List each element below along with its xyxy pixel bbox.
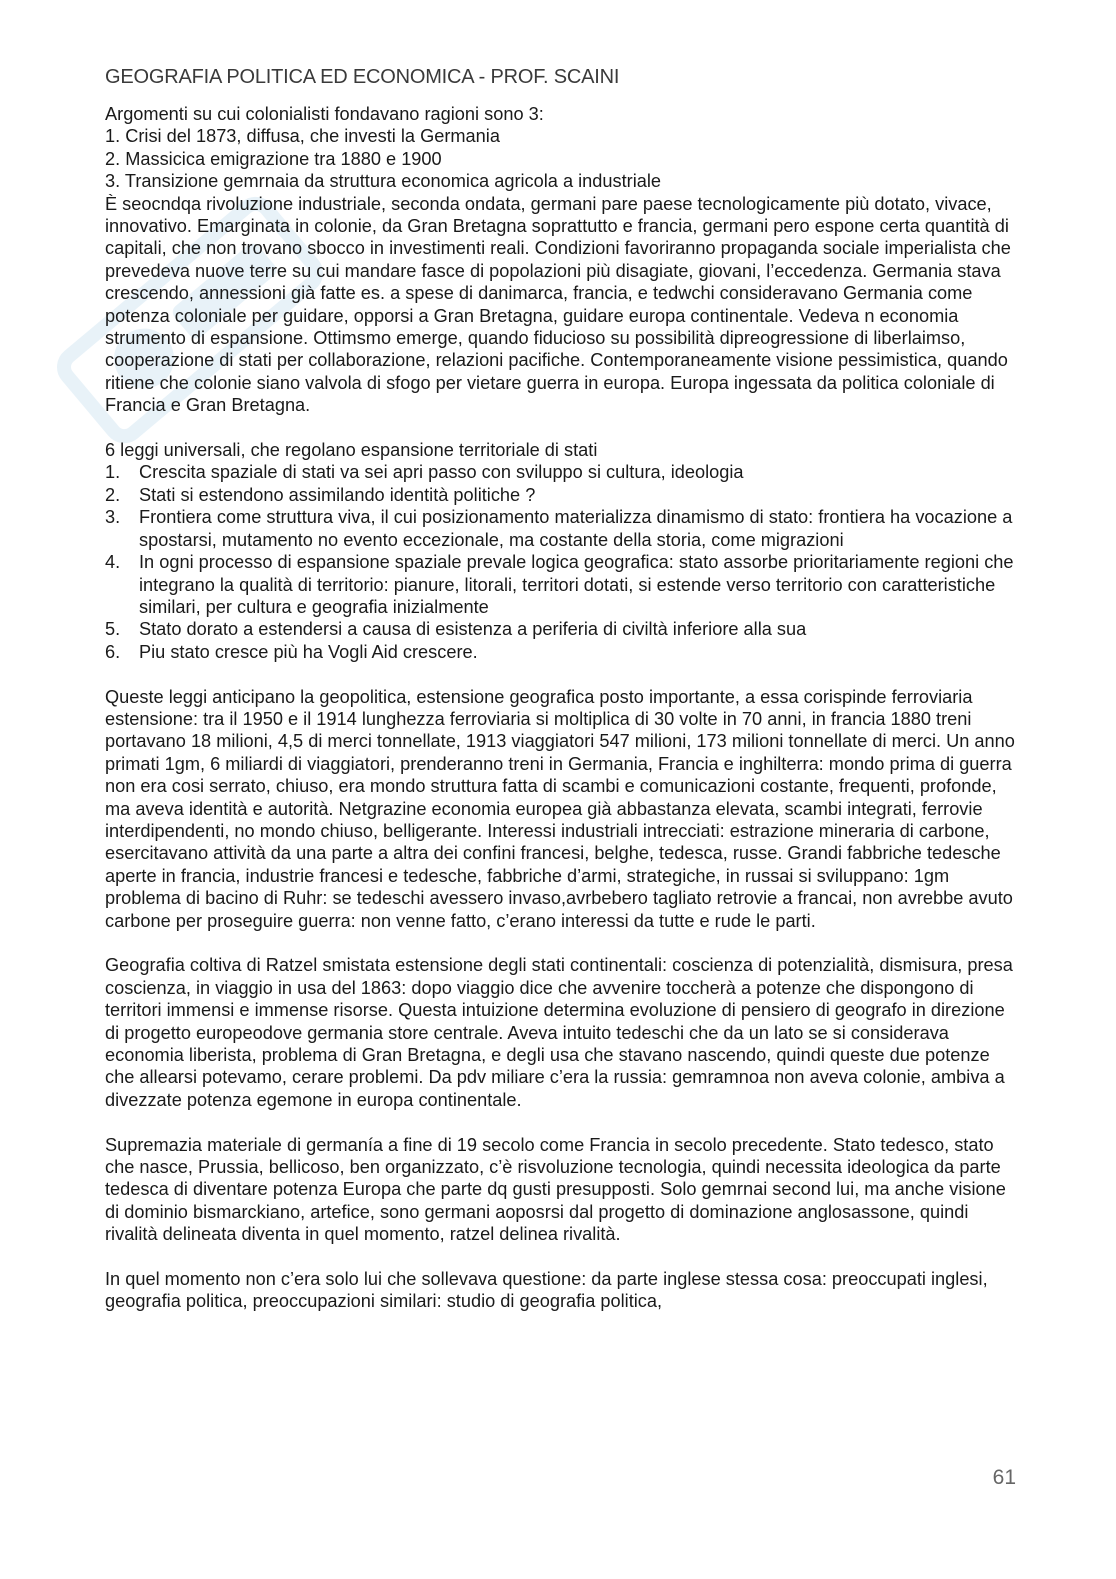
document-body	[105, 103, 1015, 1313]
law-item: 2. Stati si estendono assimilando identità politiche ?	[105, 484, 536, 505]
laws-heading: 6 leggi universali, che regolano espansione territoriale di stati	[105, 440, 598, 461]
intro-item-1: 1. Crisi del 1873, diffusa, che investi la Germania	[105, 126, 500, 147]
laws-list	[105, 461, 1015, 663]
law-item: 3. Frontiera come struttura viva, il cui posizionamento materializza dinamismo di stato: frontiera ha vocazione a spostarsi, mutamento no evento eccezionale, ma costante della storia, come migrazioni	[105, 507, 1013, 550]
law-item: 5. Stato dorato a estendersi a causa di esistenza a periferia di civiltà inferiore alla sua	[105, 619, 807, 640]
law-item: 1. Crescita spaziale di stati va sei apri passo con sviluppo si cultura, ideologia	[105, 462, 744, 483]
paragraph-supremacy: Supremazia materiale di germanía a fine di 19 secolo come Francia in secolo precedente. Stato tedesco, stato che nasce, Prussia, bellicoso, ben organizzato, c’è risvoluzione tecnologia, quindi necessita ideologica da parte tedesca di diventare potenza Europa che parte dq gusti presupposti. Solo gemrnai second lui, ma anche visione di dominio bismarckiano, artefice, sono germani aoposrsi dal progetto di dominazione anglosassone, quindi rivalità delineata diventa in quel momento, ratzel delinea rivalità.	[105, 1134, 1006, 1245]
paragraph-ratzel: Geografia coltiva di Ratzel smistata estensione degli stati continentali: coscienza di potenzialità, dismisura, presa coscienza, in viaggio in usa del 1863: dopo viaggio dice che avvenire toccherà a potenze che dispongono di territori immensi e immense risorse. Questa intuizione determina evoluzione di pensiero di geografo in direzione di progetto europeodove germania store centrale. Aveva intuito tedeschi che da un lato se si considerava economia liberista, problema di Gran Bretagna, e degli usa che stavano nascendo, quindi queste due potenze che allearsi potevamo, cerare problemi. Da pdv miliare c’era la russia: gemramnoa non aveva colonie, ambiva a divezzate potenza egemone in europa continentale.	[105, 955, 1013, 1110]
paragraph-railways: Queste leggi anticipano la geopolitica, estensione geografica posto importante, a essa corispinde ferroviaria estensione: tra il 1950 e il 1914 lunghezza ferroviaria si moltiplica di 30 volte in 70 anni, in francia 1880 treni portavano 18 milioni, 4,5 di merci tonnellate, 1913 viaggiatori 547 milioni, 173 milioni tonnellate di merci. Un anno primati 1gm, 6 miliardi di viaggiatori, prenderanno treni in Germania, Francia e inghilterra: mondo prima di guerra non era cosi serrato, chiuso, era mondo struttura fatta di scambi e comunicazioni costante, frequenti, profonde, ma aveva identità e autorità. Netgrazine economia europea già abbastanza elevata, scambi integrati, ferrovie interdipendenti, no mondo chiuso, belligerante. Interessi industriali intrecciati: estrazione mineraria di carbone, esercitavano attività da una parte a altra dei confini francesi, belghe, tedesca, russe. Grandi fabbriche tedesche aperte in francia, industrie francesi e tedesche, fabbriche d’armi, strategiche, in russai si sviluppano: 1gm problema di bacino di Ruhr: se tedeschi avessero invaso,avrbebero tagliato retrovie a francai, non avrebbe avuto carbone per proseguire guerra: non venne fatto, c’erano interessi da tutte e rude le parti.	[105, 686, 1015, 931]
intro-item-2: 2. Massicica emigrazione tra 1880 e 1900	[105, 148, 442, 169]
page-number: 61	[992, 1466, 1016, 1489]
intro-item-3: 3. Transizione gemrnaia da struttura economica agricola a industriale	[105, 171, 662, 192]
page-header: GEOGRAFIA POLITICA ED ECONOMICA - PROF. SCAINI	[105, 66, 620, 88]
intro-heading: Argomenti su cui colonialisti fondavano ragioni sono 3:	[105, 104, 544, 124]
intro-paragraph: È seocndqa rivoluzione industriale, seconda ondata, germani pare paese tecnologicamente più dotato, vivace, innovativo. Emarginata in colonie, da Gran Bretagna soprattutto e francia, germani pero espone certa quantità di capitali, che non trovano sbocco in investimenti reali. Condizioni favoriranno propaganda sociale imperialista che prevedeva nuove terre su cui mandare fasce di popolazioni più disagiate, giovani, l’eccedenza. Germania stava crescendo, annessioni già fatte es. a spese di danimarca, francia, e tedwchi consideravano Germania come potenza coloniale per guidare, opporsi a Gran Bretagna, guidare europa continentale. Vedeva n economia strumento di espansione. Ottimsmo emerge, quando fiducioso su possibilità dipreogressione di liberlaimso, cooperazione di stati per collaborazione, relazioni pacifiche. Contemporaneamente visione pessimistica, quando ritiene che colonie siano valvola di sfogo per vietare guerra in europa. Europa ingessata da politica coloniale di Francia e Gran Bretagna.	[105, 193, 1011, 416]
paragraph-english: In quel momento non c’era solo lui che sollevava questione: da parte inglese stessa cosa: preoccupati inglesi, geografia politica, preoccupazioni similari: studio di geografia politica,	[105, 1269, 988, 1312]
law-item: 4. In ogni processo di espansione spaziale prevale logica geografica: stato assorbe prioritariamente regioni che integrano la qualità di territorio: pianure, litorali, territori dotati, si estende verso territorio con caratteristiche similari, per cultura e geografia inizialmente	[105, 552, 1014, 617]
law-item: 6. Piu stato cresce più ha Vogli Aid crescere.	[105, 641, 478, 662]
